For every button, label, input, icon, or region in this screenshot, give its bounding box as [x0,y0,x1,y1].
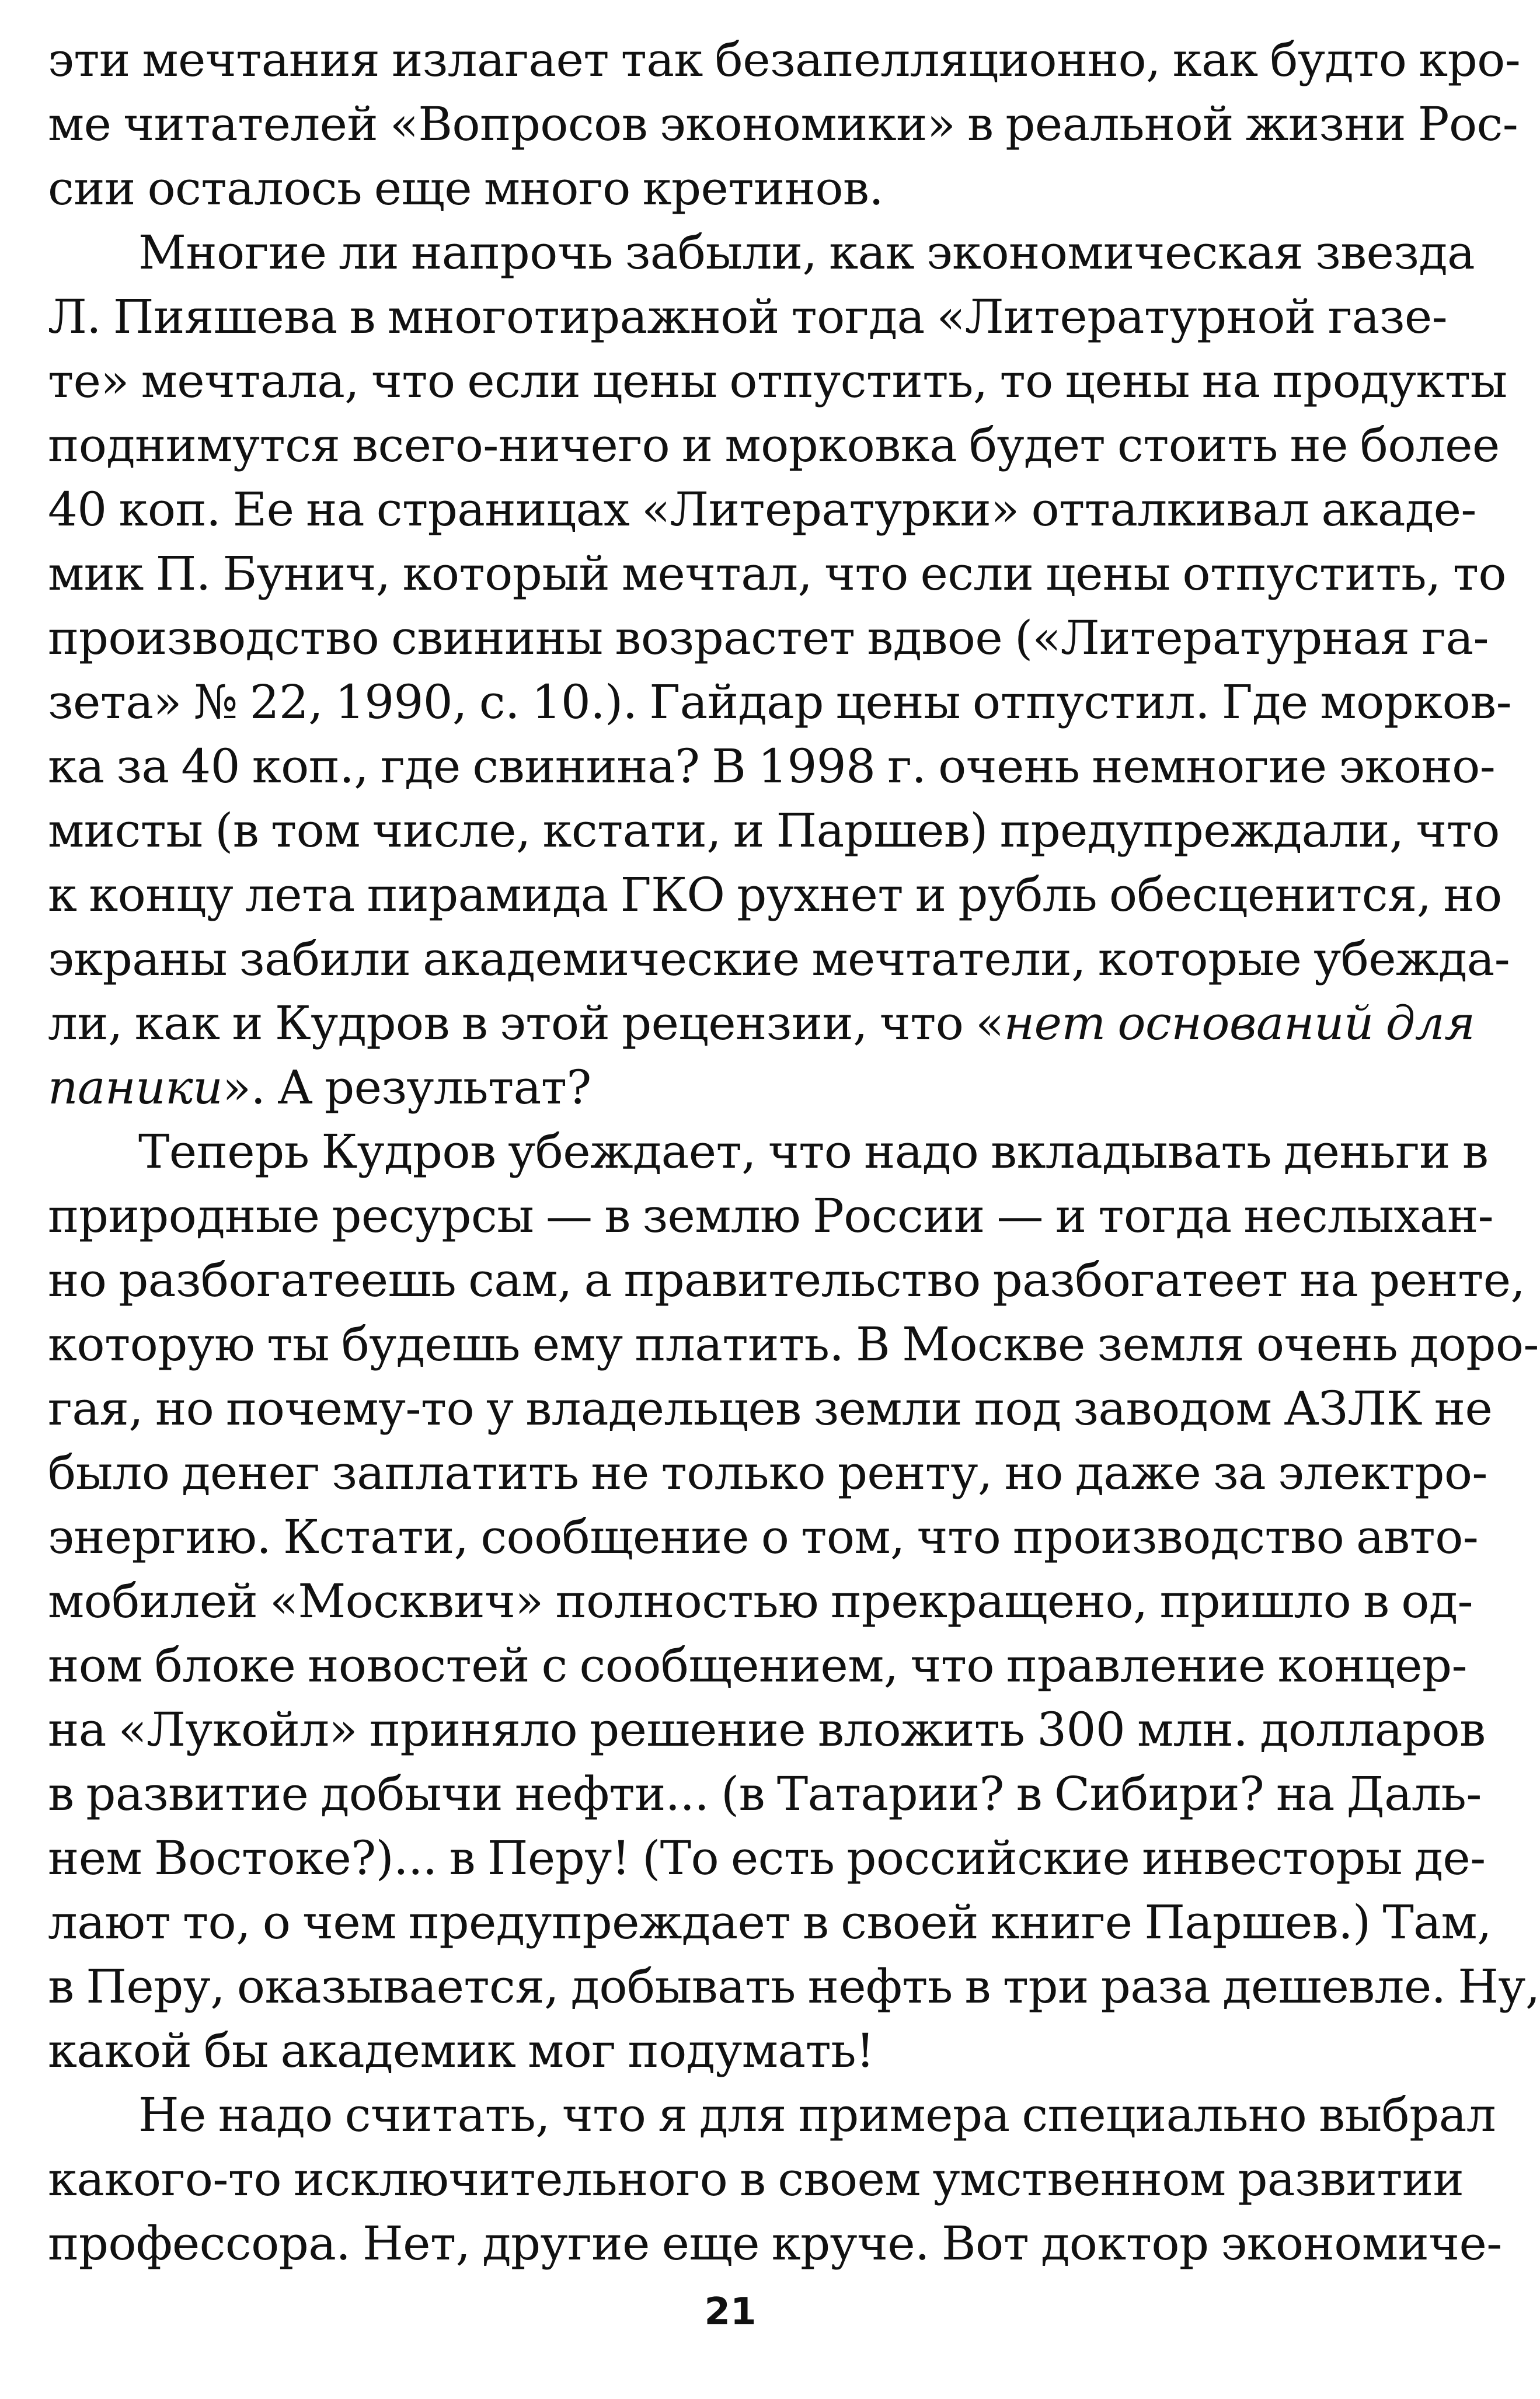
italic-quote: паники [48,1060,223,1115]
text-line: те» мечтала, что если цены отпустить, то цены на продукты [48,354,1507,408]
text-line: экраны забили академические мечтатели, которые убежда- [48,932,1510,986]
text-line: мисты (в том числе, кстати, и Паршев) предупреждали, что [48,803,1500,858]
text-run: ». А результат? [222,1060,591,1115]
text-line: нем Востоке?)... в Перу! (То есть российские инвесторы де- [48,1831,1486,1885]
text-line: эти мечтания излагает так безапелляционно, как будто кро- [48,33,1521,87]
book-page [48,28,1540,2352]
text-line: Л. Пияшева в многотиражной тогда «Литературной газе- [48,290,1448,344]
text-line: производство свинины возрастет вдвое («Литературная га- [48,611,1489,665]
text-line: какого-то исключительного в своем умственном развитии [48,2152,1464,2206]
text-line [48,1056,1413,1120]
text-line: ка за 40 коп., где свинина? В 1998 г. очень немногие эконо- [48,739,1496,793]
text-line: какой бы академик мог подумать! [48,2024,874,2078]
text-line [48,991,1475,1056]
text-line: природные ресурсы — в землю России — и тогда неслыхан- [48,1189,1494,1243]
paragraph [48,2083,1502,2276]
text-line: Многие ли напрочь забыли, как экономическая звезда [138,225,1475,280]
italic-quote: нет оснований для [1004,996,1475,1050]
text-line: Не надо считать, что я для примера специально выбрал [138,2088,1496,2142]
paragraph [48,221,1512,1120]
text-line: на «Лукойл» приняло решение вложить 300 млн. долларов [48,1702,1486,1757]
page-number: 21 [704,2290,757,2334]
text-line: Теперь Кудров убеждает, что надо вкладывать деньги в [138,1124,1489,1179]
paragraph [48,1120,1540,2083]
text-line: в развитие добычи нефти... (в Татарии? в Сибири? на Даль- [48,1767,1482,1821]
text-line: но разбогатеешь сам, а правительство разбогатеет на ренте, [48,1253,1525,1307]
text-line: ном блоке новостей с сообщением, что правление концер- [48,1638,1467,1693]
text-line: ме читателей «Вопросов экономики» в реальной жизни Рос- [48,97,1518,151]
text-line: мик П. Бунич, который мечтал, что если цены отпустить, то [48,546,1506,601]
text-line: было денег заплатить не только ренту, но даже за электро- [48,1446,1487,1500]
paragraph [48,28,1521,221]
text-line: лают то, о чем предупреждает в своей книге Паршев.) Там, [48,1895,1492,1949]
text-line: сии осталось еще много кретинов. [48,161,884,215]
text-line: энергию. Кстати, сообщение о том, что производство авто- [48,1510,1479,1564]
text-line: зета» № 22, 1990, с. 10.). Гайдар цены отпустил. Где морков- [48,675,1512,729]
text-line: которую ты будешь ему платить. В Москве земля очень доро- [48,1317,1539,1371]
text-line: мобилей «Москвич» полностью прекращено, пришло в од- [48,1574,1473,1628]
text-line: гая, но почему-то у владельцев земли под заводом АЗЛК не [48,1381,1493,1436]
text-line: 40 коп. Ее на страницах «Литературки» отталкивал акаде- [48,482,1476,537]
text-run: ли, как и Кудров в этой рецензии, что « [48,996,1004,1050]
text-line: к концу лета пирамида ГКО рухнет и рубль обесценится, но [48,868,1502,922]
text-line: поднимутся всего-ничего и морковка будет стоить не более [48,418,1500,472]
text-body [48,28,1540,2276]
text-line: в Перу, оказывается, добывать нефть в три раза дешевле. Ну, [48,1959,1540,2014]
text-line: профессора. Нет, другие еще круче. Вот доктор экономиче- [48,2216,1502,2271]
